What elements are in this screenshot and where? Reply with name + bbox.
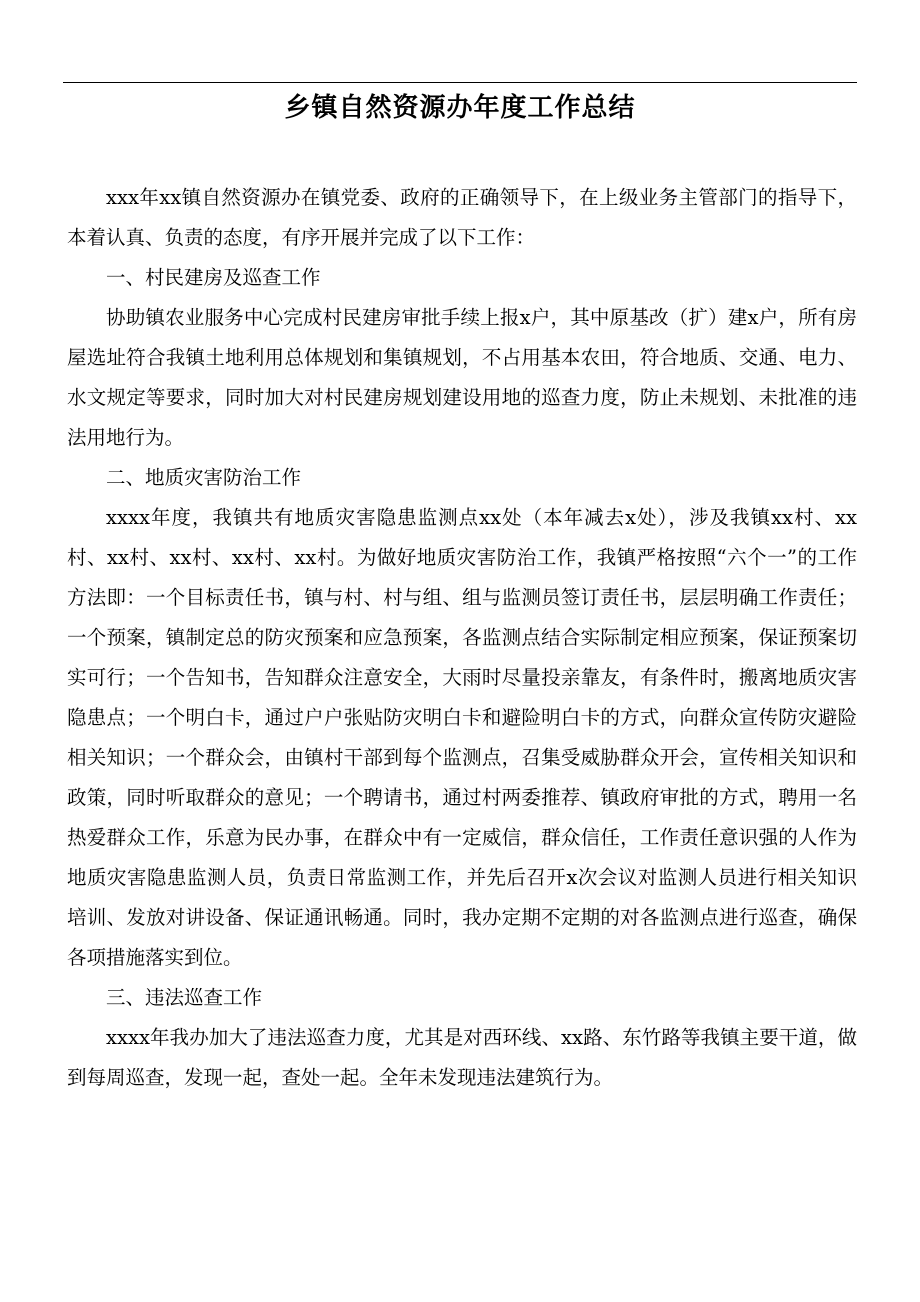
section-heading-2: 二、地质灾害防治工作 (106, 466, 302, 489)
section-1-paragraph: 协助镇农业服务中心完成村民建房审批手续上报x户，其中原基改（扩）建x户，所有房屋选址符合我镇土地利用总体规划和集镇规划，不占用基本农田，符合地质、交通、电力、水文规定等要求，同时加大对村民建房规划建设用地的巡查力度，防止未规划、未批准的违法用地行为。 (67, 306, 857, 449)
section-heading-3: 三、违法巡查工作 (106, 986, 263, 1009)
section-2-paragraph: xxxx年度，我镇共有地质灾害隐患监测点xx处（本年减去x处），涉及我镇xx村、xx村、xx村、xx村、xx村、xx村。为做好地质灾害防治工作，我镇严格按照“六个一”的工作方法即：一个目标责任书，镇与村、村与组、组与监测员签订责任书，层层明确工作责任；一个预案，镇制定总的防灾预案和应急预案，各监测点结合实际制定相应预案，保证预案切实可行；一个告知书，告知群众注意安全，大雨时尽量投亲靠友，有条件时，搬离地质灾害隐患点；一个明白卡，通过户户张贴防灾明白卡和避险明白卡的方式，向群众宣传防灾避险相关知识；一个群众会，由镇村干部到每个监测点，召集受威胁群众开会，宣传相关知识和政策，同时听取群众的意见；一个聘请书，通过村两委推荐、镇政府审批的方式，聘用一名热爱群众工作，乐意为民办事，在群众中有一定威信，群众信任，工作责任意识强的人作为地质灾害隐患监测人员，负责日常监测工作，并先后召开x次会议对监测人员进行相关知识培训、发放对讲设备、保证通讯畅通。同时，我办定期不定期的对各监测点进行巡查，确保各项措施落实到位。 (67, 506, 857, 969)
header-rule (63, 82, 857, 83)
section-3-paragraph: xxxx年我办加大了违法巡查力度，尤其是对西环线、xx路、东竹路等我镇主要干道，做到每周巡查，发现一起，查处一起。全年未发现违法建筑行为。 (67, 1026, 858, 1089)
intro-paragraph: xxx年xx镇自然资源办在镇党委、政府的正确领导下，在上级业务主管部门的指导下，本着认真、负责的态度，有序开展并完成了以下工作： (67, 186, 857, 249)
document-title: 乡镇自然资源办年度工作总结 (284, 93, 636, 123)
section-heading-1: 一、村民建房及巡查工作 (106, 266, 321, 289)
document-body (67, 178, 857, 1098)
